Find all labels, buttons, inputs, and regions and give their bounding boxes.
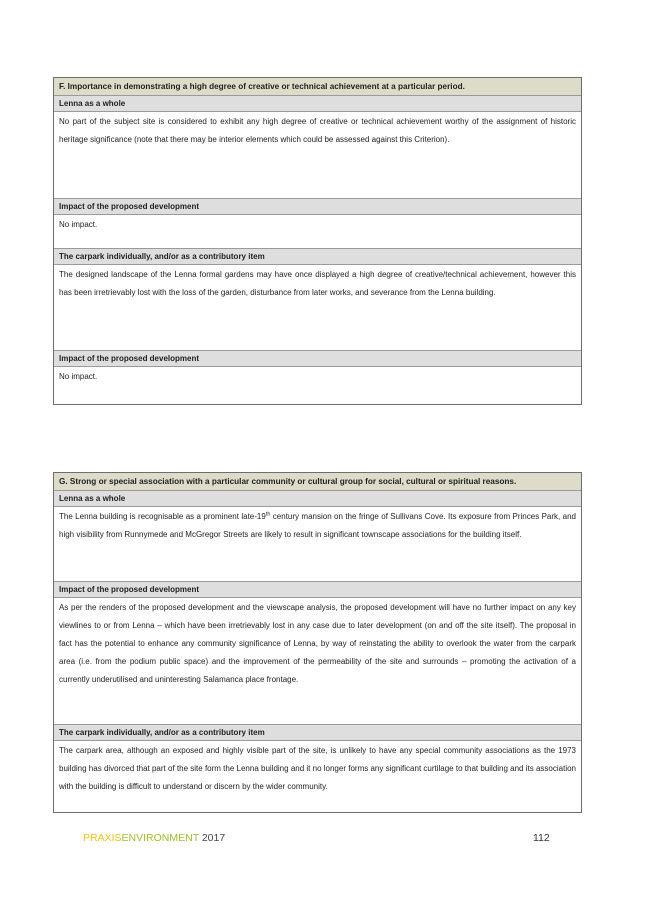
carpark-text: The carpark area, although an exposed and highly visible part of the site, is unlikely to have any special community associations as the 1973 building has divorced that part of the site form the Lenna building and it no longer forms any significant curtilage to that building and its association with the building is difficult to understand or discern by the wider community. xyxy=(54,740,581,812)
lenna-text xyxy=(54,506,581,581)
lenna-text-part1: The Lenna building is recognisable as a prominent late-19 xyxy=(59,512,266,521)
criterion-f-heading: F. Importance in demonstrating a high degree of creative or technical achievement at a particular period. xyxy=(54,78,581,95)
lenna-text: No part of the subject site is considered to exhibit any high degree of creative or technical achievement worthy of the assignment of historic heritage significance (note that there may be interior elements which could be assessed against this Criterion). xyxy=(54,111,581,198)
impact-label: Impact of the proposed development xyxy=(54,350,581,366)
criterion-g-table xyxy=(53,472,582,813)
lenna-text-part2: century mansion on the fringe of Sullivans Cove. Its exposure from Princes Park, and high visibility from Runnymede and McGregor Streets are likely to result in significant townscape associations for the building itself. xyxy=(59,512,577,539)
carpark-label: The carpark individually, and/or as a contributory item xyxy=(54,248,581,264)
impact-label: Impact of the proposed development xyxy=(54,581,581,597)
ordinal-suffix: th xyxy=(265,511,271,518)
footer-year: 2017 xyxy=(198,832,226,844)
brand-environment: ENVIRONMENT xyxy=(121,832,199,844)
criterion-g-heading: G. Strong or special association with a particular community or cultural group for social, cultural or spiritual reasons. xyxy=(54,473,581,490)
impact-label: Impact of the proposed development xyxy=(54,198,581,214)
footer-brand xyxy=(83,832,225,844)
impact-text: As per the renders of the proposed development and the viewscape analysis, the proposed development will have no further impact on any key viewlines to or from Lenna – which have been irretrievably lost in any case due to later development (on and off the site itself). The proposal in fact has the potential to enhance any community significance of Lenna, by way of reinstating the ability to overlook the water from the carpark area (i.e. from the podium public space) and the improvement of the permeability of the site and surrounds – promoting the activation of a currently underutilised and uninteresting Salamanca place frontage. xyxy=(54,597,581,724)
lenna-label: Lenna as a whole xyxy=(54,95,581,111)
lenna-label: Lenna as a whole xyxy=(54,490,581,506)
page-number: 112 xyxy=(533,832,550,844)
carpark-text: The designed landscape of the Lenna formal gardens may have once displayed a high degree of creative/technical achievement, however this has been irretrievably lost with the loss of the garden, disturbance from later works, and severance from the Lenna building. xyxy=(54,264,581,350)
impact-text: No impact. xyxy=(54,214,581,248)
brand-praxis: PRAXIS xyxy=(83,832,122,844)
carpark-label: The carpark individually, and/or as a contributory item xyxy=(54,724,581,740)
criterion-f-table xyxy=(53,77,582,405)
impact-text: No impact. xyxy=(54,366,581,404)
